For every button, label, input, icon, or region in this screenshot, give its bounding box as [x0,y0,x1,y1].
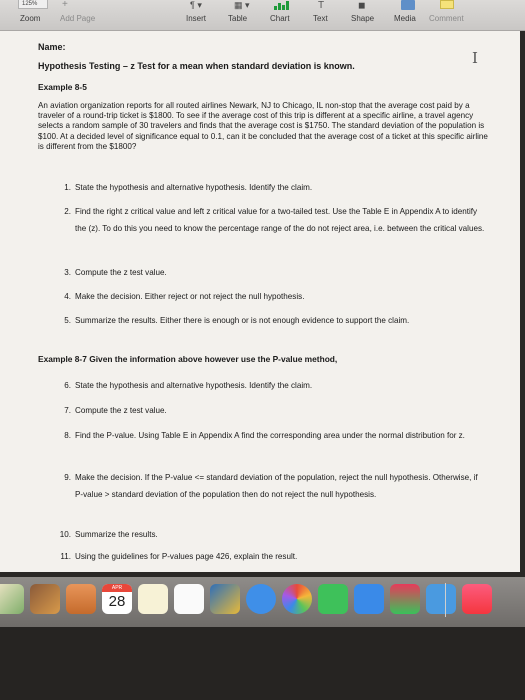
photos-icon[interactable] [30,584,60,614]
notes-icon[interactable] [138,584,168,614]
media-icon[interactable] [401,0,415,10]
music-icon[interactable] [462,584,492,614]
list-number: 5. [64,316,71,325]
zoom-value: 125% [22,1,38,7]
photos-wheel-icon[interactable] [282,584,312,614]
list-number: 11. [60,552,71,561]
zoom-label: Zoom [20,14,41,23]
insert-button[interactable]: Insert [186,14,207,23]
maps-icon[interactable] [0,584,24,614]
example-8-7-heading: Example 8-7 Given the information above however use the P-value method, [38,354,338,364]
name-label: Name: [38,42,66,52]
zoom-select[interactable] [18,0,48,9]
list-number: 10. [59,530,71,539]
list-number: 2. [64,207,71,216]
list-text: Compute the z test value. [75,268,167,277]
keynote-icon[interactable] [210,584,240,614]
dock-divider [445,583,446,617]
list-number: 8. [64,431,71,440]
list-number: 1. [64,183,71,192]
table-icon[interactable]: ▦ ▾ [234,0,250,10]
comment-button[interactable]: Comment [429,14,464,23]
list-text: Compute the z test value. [75,406,167,415]
calendar-day: 28 [108,593,126,610]
calendar-icon[interactable] [102,584,132,614]
list-number: 9. [64,473,71,482]
desk-background [0,627,525,700]
numbers-icon[interactable] [390,584,420,614]
insert-icon[interactable]: ¶ ▾ [190,0,202,10]
add-page-button[interactable]: Add Page [60,14,96,23]
shape-button[interactable]: Shape [351,14,375,23]
intro-paragraph: An aviation organization reports for all routed airlines Newark, NJ to Chicago, IL non-stop that the average cost paid by a traveler of a round-trip ticket is $1800. To see if the average cost of this trip is different at a specific airline, a travel agency selects a random sample of 30 travelers and finds that the average cost is $1750. The standard deviation of the population is $100. At a decided level of significance equal to 0.1, can it be concluded that the average cost of a ticket at this specific airline is different from the $1800? [38,101,488,151]
chart-button[interactable]: Chart [270,14,290,23]
list-text: State the hypothesis and alternative hypothesis. Identify the claim. [75,381,313,390]
table-button[interactable]: Table [228,14,248,23]
list-text: Summarize the results. Either there is enough or is not enough evidence to support the claim. [75,316,410,325]
list-text: Summarize the results. [75,530,158,539]
calendar-month: APR [102,584,132,592]
text-icon[interactable]: T [318,0,325,11]
list-text: State the hypothesis and alternative hypothesis. Identify the claim. [75,183,313,192]
facetime-icon[interactable] [318,584,348,614]
list-text: Make the decision. Either reject or not reject the null hypothesis. [75,292,305,301]
shape-icon[interactable]: ◼ [358,0,366,10]
add-page-icon[interactable]: + [62,0,68,10]
list-number: 4. [64,292,71,301]
app-store-icon[interactable] [354,584,384,614]
text-cursor-icon: I [472,49,478,67]
messages-icon[interactable] [246,584,276,614]
list-number: 6. [64,381,71,390]
chart-icon[interactable] [274,1,288,10]
list-text: Using the guidelines for P-values page 426, explain the result. [75,552,298,561]
contacts-icon[interactable] [66,584,96,614]
media-button[interactable]: Media [394,14,416,23]
document-title: Hypothesis Testing – z Test for a mean when standard deviation is known. [38,61,355,71]
keynote-doc-icon[interactable] [426,584,456,614]
text-button[interactable]: Text [313,14,328,23]
reminders-icon[interactable] [174,584,204,614]
list-number: 3. [64,268,71,277]
list-number: 7. [64,406,71,415]
list-text: Find the right z critical value and left z critical value for a two-tailed test. Use the Table E in Appendix A to identify the (z). To do this you need to know the percentage range of the do not reject area, i.e. between the critical values. [75,207,485,233]
example-8-5-heading: Example 8-5 [38,82,87,92]
dock [0,577,525,627]
document-page[interactable] [0,31,520,572]
toolbar [0,0,525,31]
list-text: Make the decision. If the P-value <= standard deviation of the population, reject the null hypothesis. Otherwise, if P-value > standard deviation of the population then do not reject the null hypothesis. [75,473,478,499]
list-text: Find the P-value. Using Table E in Appendix A find the corresponding area under the normal distribution for z. [75,431,465,440]
comment-icon[interactable] [440,0,454,9]
